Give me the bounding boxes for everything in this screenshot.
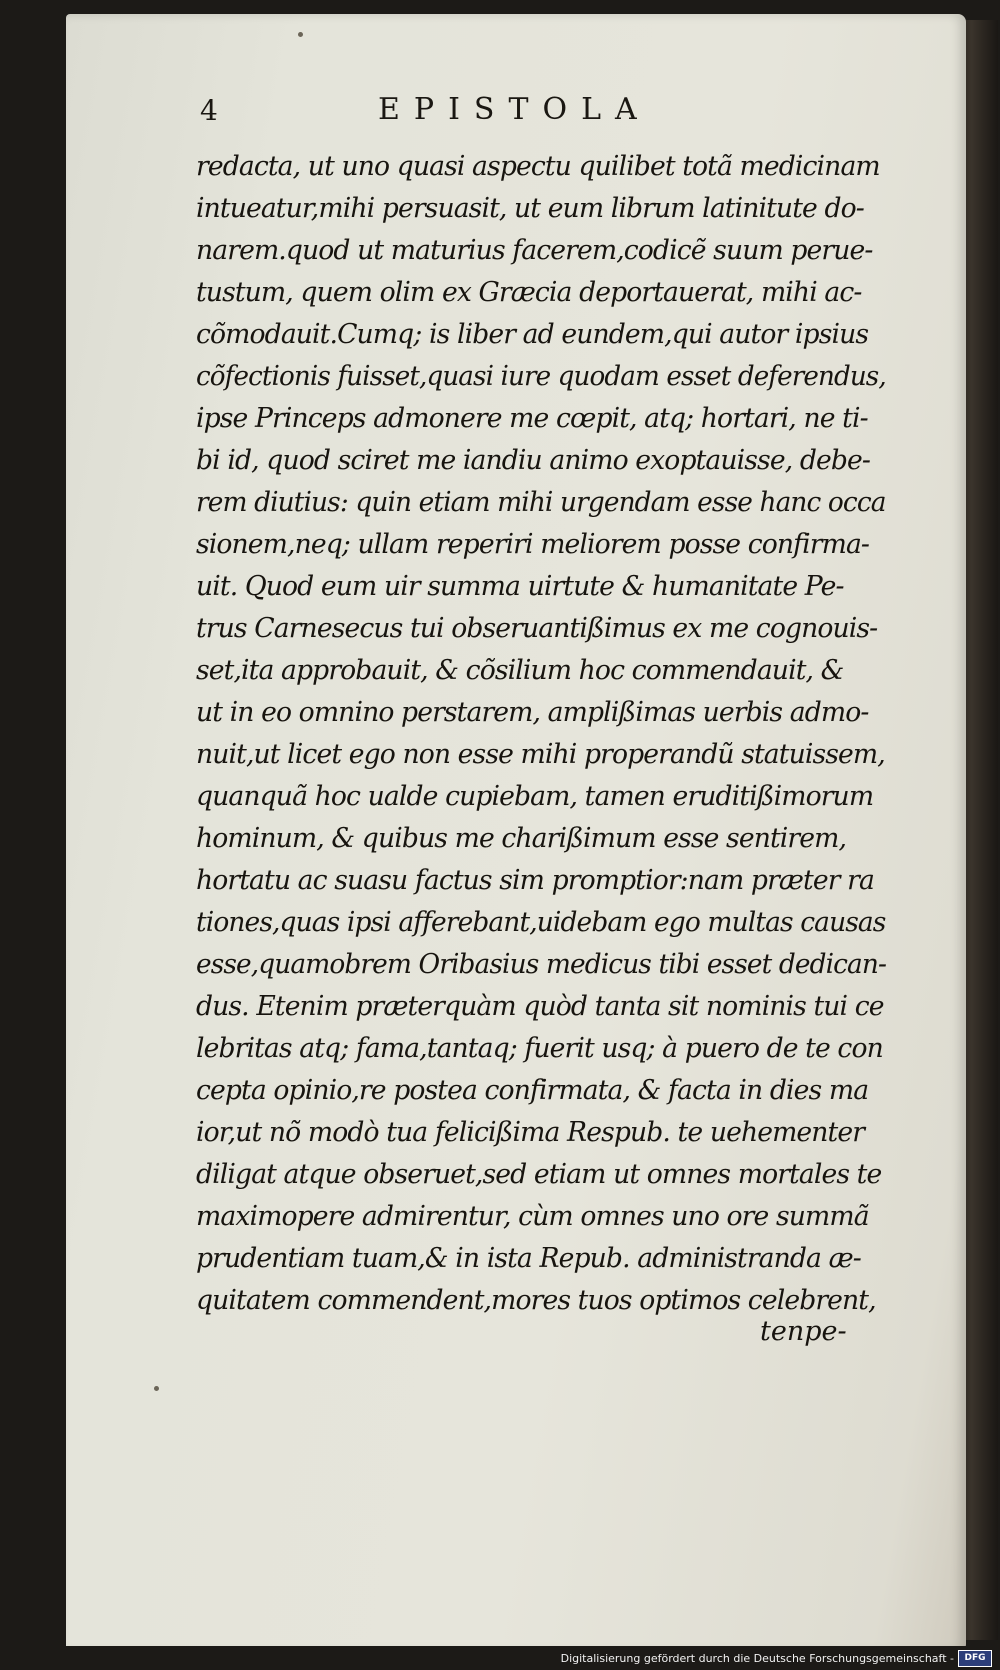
text-line: maximopere admirentur, cùm omnes uno ore summã: [196, 1201, 869, 1232]
body-text: [196, 146, 896, 1322]
text-line: ut in eo omnino perstarem, amplißimas uerbis admo-: [196, 697, 869, 728]
text-line: cepta opinio,re postea confirmata, & facta in dies ma: [196, 1075, 869, 1106]
text-line: set,ita approbauit, & cõsilium hoc commendauit, &: [196, 655, 844, 686]
text-line: sionem,neq; ullam reperiri meliorem posse confirma-: [196, 529, 870, 560]
text-line: nuit,ut licet ego non esse mihi properandũ statuissem,: [196, 739, 885, 770]
dfg-logo: DFG: [958, 1650, 992, 1667]
text-line: redacta, ut uno quasi aspectu quilibet totã medicinam: [196, 151, 880, 182]
funding-credit: Digitalisierung gefördert durch die Deutsche Forschungsgemeinschaft -: [560, 1652, 954, 1665]
text-line: hortatu ac suasu factus sim promptior:nam præter ra: [196, 865, 874, 896]
page-header: [200, 92, 760, 136]
text-line: uit. Quod eum uir summa uirtute & humanitate Pe-: [196, 571, 844, 602]
running-title: EPISTOLA: [378, 92, 651, 127]
text-line: quanquã hoc ualde cupiebam, tamen eruditißimorum: [196, 781, 874, 812]
text-line: rem diutius: quin etiam mihi urgendam esse hanc occa: [196, 487, 886, 518]
text-line: cõfectionis fuisset,quasi iure quodam esset deferendus,: [196, 361, 886, 392]
text-line: bi id, quod sciret me iandiu animo exoptauisse, debe-: [196, 445, 871, 476]
text-line: cõmodauit.Cumq; is liber ad eundem,qui autor ipsius: [196, 319, 869, 350]
ink-speck: [298, 32, 303, 37]
text-line: prudentiam tuam,& in ista Repub. administranda æ-: [196, 1243, 861, 1274]
text-line: tustum, quem olim ex Græcia deportauerat, mihi ac-: [196, 277, 862, 308]
text-line: quitatem commendent,mores tuos optimos celebrent,: [196, 1285, 876, 1316]
text-line: tiones,quas ipsi afferebant,uidebam ego multas causas: [196, 907, 886, 938]
text-line: trus Carnesecus tui obseruantißimus ex me cognouis-: [196, 613, 878, 644]
text-line: hominum, & quibus me charißimum esse sentirem,: [196, 823, 847, 854]
text-line: ipse Princeps admonere me cœpit, atq; hortari, ne ti-: [196, 403, 868, 434]
page-number: 4: [200, 94, 218, 127]
text-line: lebritas atq; fama,tantaq; fuerit usq; à puero de te con: [196, 1033, 883, 1064]
ink-speck: [154, 1386, 159, 1391]
text-line: narem.quod ut maturius facerem,codicẽ suum perue-: [196, 235, 873, 266]
text-line: intueatur,mihi persuasit, ut eum librum latinitute do-: [196, 193, 864, 224]
text-line: ior,ut nõ modò tua felicißima Respub. te uehementer: [196, 1117, 865, 1148]
text-line: dus. Etenim præterquàm quòd tanta sit nominis tui ce: [196, 991, 884, 1022]
text-line: diligat atque obseruet,sed etiam ut omnes mortales te: [196, 1159, 882, 1190]
text-line: esse,quamobrem Oribasius medicus tibi esset dedican-: [196, 949, 887, 980]
catchword: tenpe-: [760, 1316, 847, 1347]
